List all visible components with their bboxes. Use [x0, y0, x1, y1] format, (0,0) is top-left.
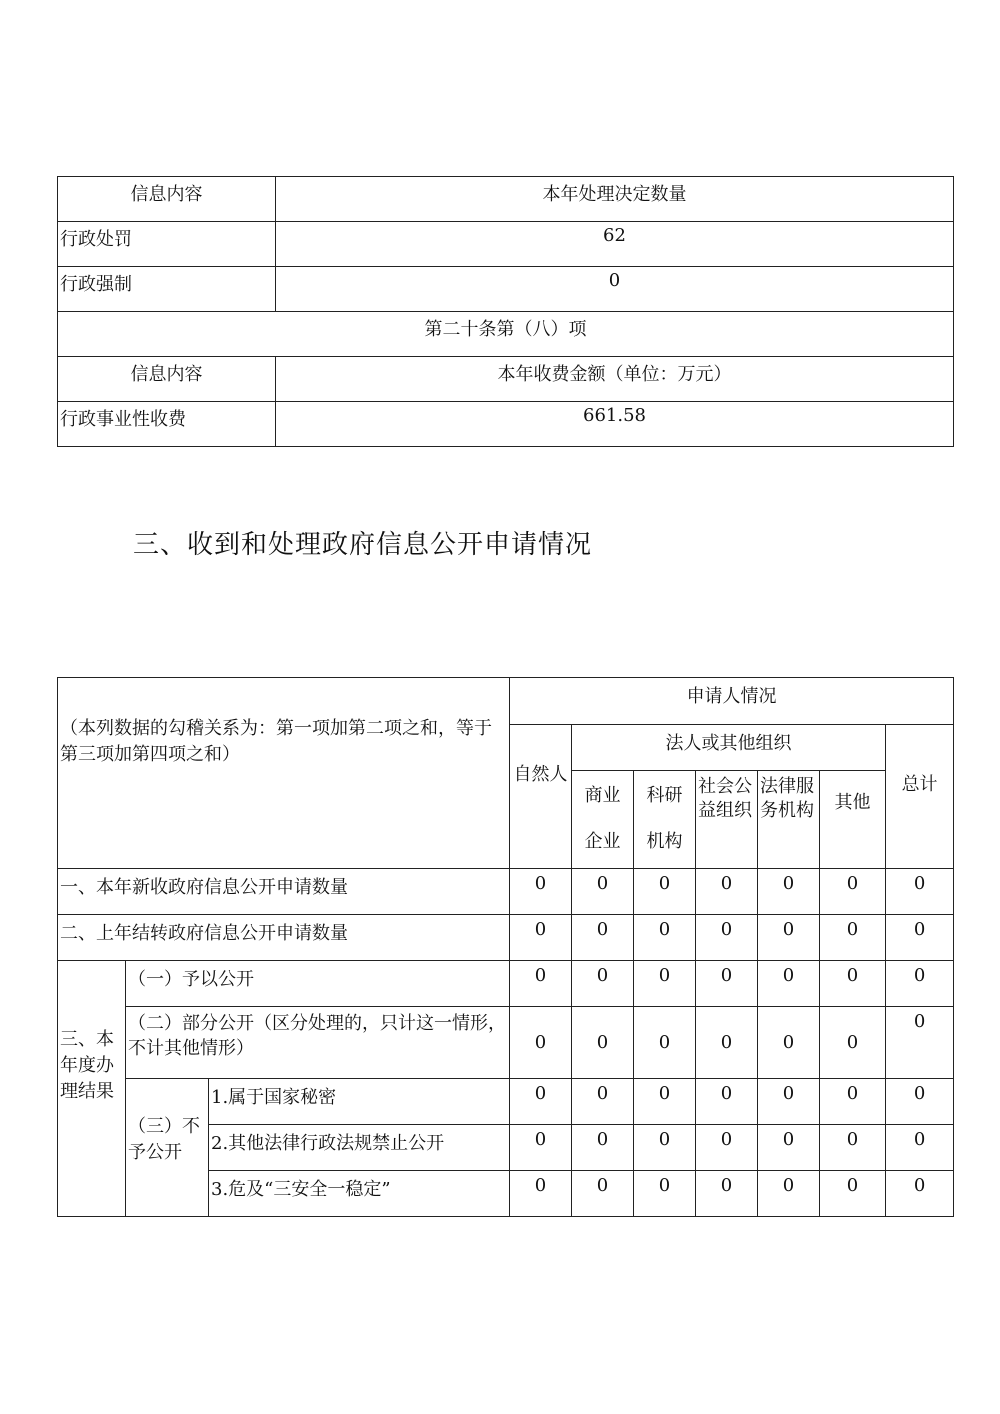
- cell-value: 0: [634, 961, 696, 1007]
- cell-value: 0: [758, 1125, 820, 1171]
- table-header-row: [58, 357, 954, 402]
- table-row: [58, 869, 954, 915]
- business-header: 商业 企业: [572, 771, 634, 869]
- row-label: （二）部分公开（区分处理的，只计这一情形，不计其他情形）: [126, 1007, 510, 1079]
- table-header-row: [58, 177, 954, 222]
- row-label: 3.危及“三安全一稳定”: [209, 1171, 510, 1217]
- table-row: [58, 961, 954, 1007]
- cell-value: 0: [634, 1079, 696, 1125]
- cell-value: 0: [510, 1125, 572, 1171]
- cell-value: 0: [696, 1007, 758, 1079]
- row-label: 2.其他法律行政法规禁止公开: [209, 1125, 510, 1171]
- row-label: 行政强制: [58, 267, 276, 312]
- cell-value: 0: [572, 1079, 634, 1125]
- cell-value: 0: [886, 1171, 954, 1217]
- cell-value: 0: [510, 915, 572, 961]
- cell-value: 0: [696, 961, 758, 1007]
- cell-value: 0: [572, 1125, 634, 1171]
- cell-value: 0: [510, 1007, 572, 1079]
- cell-value: 0: [758, 1171, 820, 1217]
- cell-value: 0: [758, 915, 820, 961]
- applicant-header: 申请人情况: [510, 678, 954, 725]
- section-row: [58, 312, 954, 357]
- table-row: [58, 1007, 954, 1079]
- cell-value: 0: [758, 869, 820, 915]
- cell-value: 0: [510, 1171, 572, 1217]
- row-value: 0: [276, 267, 954, 312]
- cell-value: 0: [696, 1079, 758, 1125]
- header-info-content: 信息内容: [58, 357, 276, 402]
- cell-value: 0: [758, 961, 820, 1007]
- cell-value: 0: [572, 915, 634, 961]
- total-header: 总计: [886, 725, 954, 869]
- decision-count-table: [57, 176, 954, 447]
- row-label: 行政事业性收费: [58, 402, 276, 447]
- cell-value: 0: [758, 1007, 820, 1079]
- cell-value: 0: [572, 1171, 634, 1217]
- legal-entity-header: 法人或其他组织: [572, 725, 886, 771]
- cell-value: 0: [510, 1079, 572, 1125]
- cell-value: 0: [510, 961, 572, 1007]
- legal-service-header: 法律服务机构: [758, 771, 820, 869]
- row-label: （一）予以公开: [126, 961, 510, 1007]
- cell-value: 0: [820, 1125, 886, 1171]
- cell-value: 0: [696, 869, 758, 915]
- sub-group-label: （三）不予公开: [126, 1079, 209, 1217]
- header-fee-amount: 本年收费金额（单位：万元）: [276, 357, 954, 402]
- cell-value: 0: [696, 1171, 758, 1217]
- row-label: 二、上年结转政府信息公开申请数量: [58, 915, 510, 961]
- cell-value: 0: [634, 915, 696, 961]
- table-row: [58, 402, 954, 447]
- cell-value: 0: [820, 1007, 886, 1079]
- cell-value: 0: [886, 1079, 954, 1125]
- row-label: 一、本年新收政府信息公开申请数量: [58, 869, 510, 915]
- cell-value: 0: [572, 869, 634, 915]
- cell-value: 0: [758, 1079, 820, 1125]
- row-label: 行政处罚: [58, 222, 276, 267]
- cell-value: 0: [634, 1007, 696, 1079]
- cell-value: 0: [634, 869, 696, 915]
- relation-note: （本列数据的勾稽关系为：第一项加第二项之和，等于第三项加第四项之和）: [58, 678, 510, 869]
- table-row: [58, 222, 954, 267]
- section-heading: 三、收到和处理政府信息公开申请情况: [133, 530, 593, 560]
- application-status-table: [57, 677, 954, 1217]
- cell-value: 0: [820, 1079, 886, 1125]
- table-row: [58, 915, 954, 961]
- row-label: 1.属于国家秘密: [209, 1079, 510, 1125]
- cell-value: 0: [634, 1125, 696, 1171]
- cell-value: 0: [886, 869, 954, 915]
- cell-value: 0: [634, 1171, 696, 1217]
- row-value: 661.58: [276, 402, 954, 447]
- cell-value: 0: [820, 1171, 886, 1217]
- cell-value: 0: [820, 961, 886, 1007]
- cell-value: 0: [572, 1007, 634, 1079]
- cell-value: 0: [886, 961, 954, 1007]
- cell-value: 0: [820, 869, 886, 915]
- table-row: [58, 1079, 954, 1125]
- row-value: 62: [276, 222, 954, 267]
- cell-value: 0: [886, 915, 954, 961]
- research-header: 科研 机构: [634, 771, 696, 869]
- cell-value: 0: [572, 961, 634, 1007]
- other-header: 其他: [820, 771, 886, 869]
- natural-person-header: 自然人: [510, 725, 572, 869]
- cell-value: 0: [820, 915, 886, 961]
- table-header-row: [58, 678, 954, 725]
- cell-value: 0: [886, 1007, 954, 1079]
- table-row: [58, 267, 954, 312]
- section-title: 第二十条第（八）项: [58, 312, 954, 357]
- cell-value: 0: [886, 1125, 954, 1171]
- cell-value: 0: [696, 915, 758, 961]
- header-decision-count: 本年处理决定数量: [276, 177, 954, 222]
- cell-value: 0: [510, 869, 572, 915]
- social-org-header: 社会公益组织: [696, 771, 758, 869]
- cell-value: 0: [696, 1125, 758, 1171]
- group-label: 三、本年度办理结果: [58, 961, 126, 1217]
- header-info-content: 信息内容: [58, 177, 276, 222]
